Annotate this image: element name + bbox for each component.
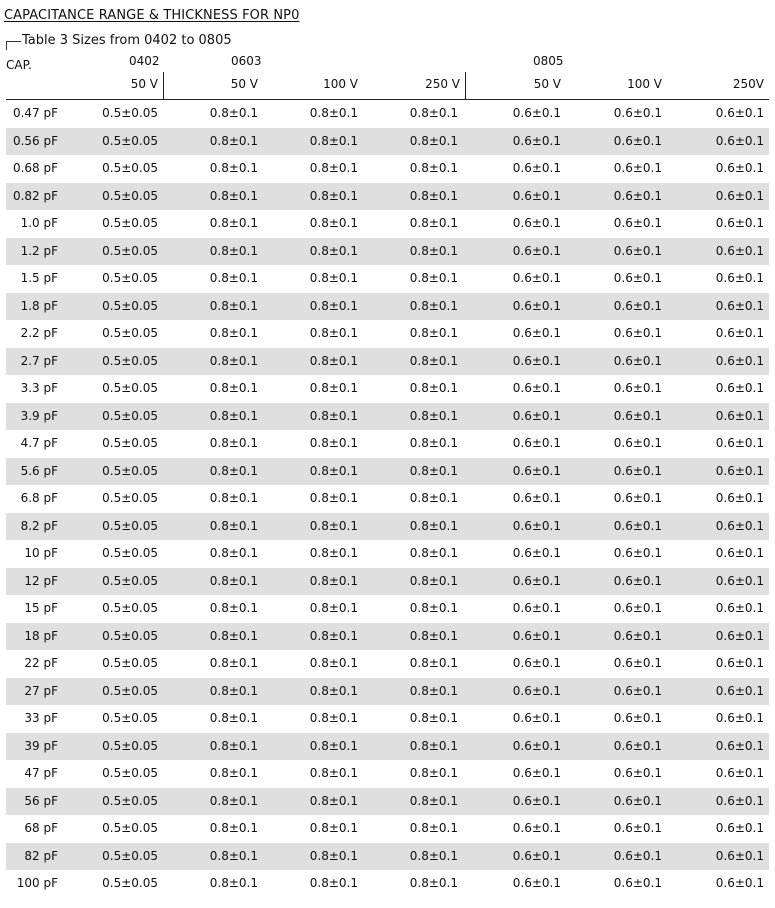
cap-value: 15 pF [24,601,58,615]
thickness-value: 0.6±0.1 [613,188,662,203]
thickness-value: 0.6±0.1 [613,876,662,890]
thickness-value: 0.8±0.1 [209,243,258,258]
thickness-value: 0.8±0.1 [409,243,458,258]
thickness-value: 0.8±0.1 [409,133,458,148]
voltage-header: 50 V [230,77,258,91]
cap-value: 27 pF [24,683,58,698]
thickness-value: 0.5±0.05 [102,408,158,423]
thickness-value: 0.5±0.05 [102,463,158,478]
thickness-value: 0.8±0.1 [209,518,258,533]
thickness-value: 0.6±0.1 [715,298,764,313]
cap-value: 1.0 pF [20,216,58,230]
thickness-value: 0.8±0.1 [209,683,258,698]
thickness-value: 0.6±0.1 [613,766,662,780]
thickness-value: 0.6±0.1 [512,793,561,808]
thickness-value: 0.5±0.05 [102,436,158,450]
cap-value: 1.8 pF [20,298,58,313]
thickness-value: 0.8±0.1 [409,188,458,203]
cap-value: 10 pF [24,546,58,560]
thickness-value: 0.8±0.1 [309,766,358,780]
table-row [6,485,769,513]
thickness-value: 0.5±0.05 [102,326,158,340]
thickness-value: 0.5±0.05 [102,188,158,203]
table-row [6,155,769,183]
thickness-value: 0.8±0.1 [209,876,258,890]
thickness-value: 0.8±0.1 [409,656,458,670]
thickness-value: 0.5±0.05 [102,518,158,533]
voltage-header: 250 V [425,77,460,91]
thickness-value: 0.8±0.1 [409,298,458,313]
thickness-value: 0.8±0.1 [409,408,458,423]
table-row [6,348,769,376]
thickness-value: 0.6±0.1 [613,628,662,643]
thickness-value: 0.5±0.05 [102,133,158,148]
thickness-value: 0.6±0.1 [715,601,764,615]
thickness-value: 0.6±0.1 [512,656,561,670]
thickness-value: 0.8±0.1 [309,821,358,835]
thickness-value: 0.8±0.1 [209,271,258,285]
thickness-value: 0.8±0.1 [209,848,258,863]
thickness-value: 0.6±0.1 [512,408,561,423]
thickness-value: 0.8±0.1 [409,573,458,588]
thickness-value: 0.6±0.1 [512,848,561,863]
thickness-value: 0.8±0.1 [309,161,358,175]
thickness-value: 0.6±0.1 [512,243,561,258]
thickness-value: 0.6±0.1 [512,326,561,340]
thickness-value: 0.6±0.1 [613,683,662,698]
thickness-value: 0.5±0.05 [102,738,158,753]
table-row [6,760,769,788]
table-row [6,870,769,898]
thickness-value: 0.6±0.1 [613,518,662,533]
cap-value: 18 pF [24,628,58,643]
thickness-value: 0.8±0.1 [209,766,258,780]
thickness-value: 0.6±0.1 [613,298,662,313]
voltage-header: 100 V [627,77,662,91]
cap-value: 33 pF [24,711,58,725]
thickness-value: 0.5±0.05 [102,298,158,313]
thickness-value: 0.6±0.1 [512,381,561,395]
table-row [6,403,769,431]
thickness-value: 0.6±0.1 [613,848,662,863]
thickness-value: 0.8±0.1 [209,628,258,643]
thickness-value: 0.6±0.1 [715,546,764,560]
table-row [6,815,769,843]
thickness-value: 0.6±0.1 [512,876,561,890]
voltage-header: 50 V [533,77,561,91]
thickness-value: 0.6±0.1 [715,243,764,258]
cap-value: 12 pF [24,573,58,588]
voltage-header: 250V [732,77,764,91]
thickness-value: 0.6±0.1 [512,738,561,753]
size-header-0805: 0805 [533,54,564,68]
thickness-value: 0.5±0.05 [102,601,158,615]
thickness-value: 0.6±0.1 [512,491,561,505]
thickness-value: 0.8±0.1 [409,216,458,230]
thickness-value: 0.5±0.05 [102,876,158,890]
thickness-value: 0.8±0.1 [409,353,458,368]
thickness-value: 0.8±0.1 [209,711,258,725]
thickness-value: 0.8±0.1 [209,326,258,340]
thickness-value: 0.6±0.1 [512,298,561,313]
thickness-value: 0.8±0.1 [209,216,258,230]
thickness-value: 0.6±0.1 [512,463,561,478]
cap-column-header: CAP. [6,58,32,72]
thickness-value: 0.5±0.05 [102,656,158,670]
thickness-value: 0.6±0.1 [613,216,662,230]
thickness-value: 0.5±0.05 [102,216,158,230]
thickness-value: 0.6±0.1 [715,326,764,340]
cap-value: 0.68 pF [12,161,58,175]
thickness-value: 0.8±0.1 [209,133,258,148]
thickness-value: 0.8±0.1 [309,876,358,890]
table-row [6,540,769,568]
size-header-0603: 0603 [231,54,262,68]
table-row [6,210,769,238]
thickness-value: 0.6±0.1 [715,381,764,395]
thickness-value: 0.6±0.1 [715,408,764,423]
thickness-value: 0.8±0.1 [309,408,358,423]
thickness-value: 0.8±0.1 [309,271,358,285]
thickness-value: 0.6±0.1 [613,436,662,450]
thickness-value: 0.8±0.1 [309,216,358,230]
thickness-value: 0.6±0.1 [613,601,662,615]
thickness-value: 0.6±0.1 [715,876,764,890]
thickness-value: 0.6±0.1 [512,353,561,368]
thickness-value: 0.8±0.1 [409,683,458,698]
thickness-value: 0.6±0.1 [715,271,764,285]
thickness-value: 0.8±0.1 [309,573,358,588]
thickness-value: 0.6±0.1 [613,271,662,285]
thickness-value: 0.6±0.1 [715,463,764,478]
thickness-value: 0.8±0.1 [409,463,458,478]
thickness-value: 0.6±0.1 [512,711,561,725]
thickness-value: 0.8±0.1 [409,793,458,808]
thickness-value: 0.6±0.1 [613,463,662,478]
table-row [6,375,769,403]
thickness-value: 0.8±0.1 [309,353,358,368]
thickness-value: 0.8±0.1 [209,408,258,423]
table-row [6,320,769,348]
thickness-value: 0.6±0.1 [613,821,662,835]
table-row [6,100,769,128]
thickness-value: 0.6±0.1 [715,766,764,780]
thickness-value: 0.6±0.1 [715,216,764,230]
thickness-value: 0.5±0.05 [102,271,158,285]
thickness-value: 0.6±0.1 [715,133,764,148]
thickness-value: 0.8±0.1 [309,848,358,863]
table-row [6,183,769,211]
cap-value: 68 pF [24,821,58,835]
table-row [6,568,769,596]
thickness-value: 0.8±0.1 [409,628,458,643]
thickness-value: 0.8±0.1 [309,711,358,725]
table-row [6,788,769,816]
cap-value: 56 pF [24,793,58,808]
thickness-value: 0.6±0.1 [715,161,764,175]
thickness-value: 0.6±0.1 [512,546,561,560]
voltage-header: 50 V [130,77,158,91]
thickness-value: 0.6±0.1 [512,683,561,698]
table-row [6,843,769,871]
thickness-value: 0.8±0.1 [209,546,258,560]
cap-value: 0.56 pF [12,133,58,148]
table-row [6,705,769,733]
thickness-value: 0.8±0.1 [209,463,258,478]
thickness-value: 0.8±0.1 [209,188,258,203]
thickness-value: 0.5±0.05 [102,106,158,120]
table-row [6,238,769,266]
cap-value: 2.2 pF [20,326,58,340]
thickness-value: 0.8±0.1 [209,106,258,120]
thickness-value: 0.5±0.05 [102,683,158,698]
thickness-value: 0.6±0.1 [512,436,561,450]
thickness-value: 0.8±0.1 [409,711,458,725]
thickness-value: 0.6±0.1 [613,573,662,588]
thickness-value: 0.5±0.05 [102,848,158,863]
thickness-value: 0.8±0.1 [209,298,258,313]
thickness-value: 0.8±0.1 [209,161,258,175]
thickness-value: 0.8±0.1 [409,381,458,395]
thickness-value: 0.6±0.1 [715,491,764,505]
thickness-value: 0.6±0.1 [512,271,561,285]
cap-value: 1.5 pF [20,271,58,285]
thickness-value: 0.8±0.1 [409,106,458,120]
thickness-value: 0.8±0.1 [409,821,458,835]
thickness-value: 0.8±0.1 [409,876,458,890]
thickness-value: 0.6±0.1 [512,601,561,615]
thickness-value: 0.6±0.1 [613,408,662,423]
table-body [6,100,769,898]
thickness-value: 0.6±0.1 [613,711,662,725]
thickness-value: 0.6±0.1 [715,106,764,120]
table-row [6,265,769,293]
size-header-0402: 0402 [129,54,160,68]
cap-value: 22 pF [24,656,58,670]
thickness-value: 0.6±0.1 [512,821,561,835]
thickness-value: 0.8±0.1 [309,133,358,148]
thickness-value: 0.6±0.1 [715,711,764,725]
cap-value: 4.7 pF [20,436,58,450]
thickness-value: 0.6±0.1 [715,628,764,643]
thickness-value: 0.8±0.1 [209,821,258,835]
thickness-value: 0.6±0.1 [715,353,764,368]
thickness-value: 0.6±0.1 [715,738,764,753]
thickness-value: 0.8±0.1 [309,628,358,643]
table-row [6,293,769,321]
thickness-value: 0.8±0.1 [309,243,358,258]
thickness-value: 0.6±0.1 [613,491,662,505]
thickness-value: 0.6±0.1 [613,133,662,148]
thickness-value: 0.8±0.1 [309,491,358,505]
thickness-value: 0.8±0.1 [309,106,358,120]
thickness-value: 0.8±0.1 [409,161,458,175]
thickness-value: 0.8±0.1 [309,793,358,808]
table-row [6,623,769,651]
thickness-value: 0.6±0.1 [512,518,561,533]
table-caption: Table 3 Sizes from 0402 to 0805 [22,33,232,48]
thickness-value: 0.6±0.1 [512,106,561,120]
thickness-value: 0.8±0.1 [409,518,458,533]
thickness-value: 0.8±0.1 [209,793,258,808]
cap-value: 0.82 pF [12,188,58,203]
table-row [6,650,769,678]
cap-value: 0.47 pF [12,106,58,120]
thickness-value: 0.8±0.1 [409,766,458,780]
cap-value: 5.6 pF [20,463,58,478]
thickness-value: 0.6±0.1 [512,161,561,175]
thickness-value: 0.6±0.1 [715,573,764,588]
thickness-value: 0.6±0.1 [715,188,764,203]
thickness-value: 0.8±0.1 [409,326,458,340]
thickness-value: 0.8±0.1 [209,656,258,670]
cap-value: 47 pF [24,766,58,780]
table-row [6,678,769,706]
thickness-value: 0.8±0.1 [209,491,258,505]
thickness-value: 0.6±0.1 [512,766,561,780]
thickness-value: 0.8±0.1 [309,738,358,753]
thickness-value: 0.8±0.1 [409,546,458,560]
thickness-value: 0.6±0.1 [512,573,561,588]
thickness-value: 0.6±0.1 [715,683,764,698]
thickness-value: 0.8±0.1 [409,491,458,505]
thickness-value: 0.8±0.1 [409,848,458,863]
thickness-value: 0.8±0.1 [309,298,358,313]
thickness-value: 0.8±0.1 [209,601,258,615]
cap-value: 6.8 pF [20,491,58,505]
thickness-value: 0.6±0.1 [715,518,764,533]
thickness-value: 0.6±0.1 [613,243,662,258]
thickness-value: 0.8±0.1 [409,601,458,615]
thickness-value: 0.5±0.05 [102,353,158,368]
thickness-value: 0.6±0.1 [715,848,764,863]
thickness-value: 0.5±0.05 [102,711,158,725]
thickness-value: 0.8±0.1 [309,463,358,478]
thickness-value: 0.6±0.1 [715,436,764,450]
thickness-value: 0.5±0.05 [102,491,158,505]
thickness-value: 0.8±0.1 [209,381,258,395]
thickness-value: 0.6±0.1 [715,656,764,670]
thickness-value: 0.6±0.1 [512,216,561,230]
thickness-value: 0.8±0.1 [409,738,458,753]
thickness-value: 0.6±0.1 [613,106,662,120]
thickness-value: 0.6±0.1 [613,353,662,368]
caption-bracket [6,41,21,50]
thickness-value: 0.8±0.1 [309,601,358,615]
thickness-value: 0.8±0.1 [309,656,358,670]
thickness-value: 0.8±0.1 [409,436,458,450]
thickness-value: 0.8±0.1 [309,436,358,450]
thickness-value: 0.8±0.1 [309,381,358,395]
cap-value: 2.7 pF [20,353,58,368]
thickness-value: 0.6±0.1 [613,793,662,808]
thickness-value: 0.8±0.1 [309,518,358,533]
thickness-value: 0.5±0.05 [102,766,158,780]
thickness-value: 0.6±0.1 [613,656,662,670]
thickness-value: 0.5±0.05 [102,793,158,808]
thickness-value: 0.5±0.05 [102,821,158,835]
cap-value: 39 pF [24,738,58,753]
thickness-value: 0.8±0.1 [309,326,358,340]
thickness-value: 0.6±0.1 [715,793,764,808]
thickness-value: 0.8±0.1 [309,188,358,203]
thickness-value: 0.5±0.05 [102,546,158,560]
thickness-value: 0.6±0.1 [512,133,561,148]
table-row [6,733,769,761]
cap-value: 8.2 pF [20,518,58,533]
cap-value: 82 pF [24,848,58,863]
thickness-value: 0.6±0.1 [512,188,561,203]
table-row [6,128,769,156]
cap-value: 3.9 pF [20,408,58,423]
thickness-value: 0.8±0.1 [309,546,358,560]
thickness-value: 0.8±0.1 [209,573,258,588]
thickness-value: 0.8±0.1 [309,683,358,698]
thickness-value: 0.6±0.1 [613,546,662,560]
thickness-value: 0.5±0.05 [102,573,158,588]
thickness-value: 0.8±0.1 [209,353,258,368]
table-row [6,458,769,486]
thickness-value: 0.5±0.05 [102,243,158,258]
thickness-value: 0.6±0.1 [512,628,561,643]
thickness-value: 0.6±0.1 [613,326,662,340]
voltage-header: 100 V [323,77,358,91]
thickness-value: 0.5±0.05 [102,161,158,175]
cap-value: 100 pF [16,876,58,890]
table-row [6,513,769,541]
thickness-value: 0.6±0.1 [613,738,662,753]
thickness-value: 0.8±0.1 [209,436,258,450]
thickness-value: 0.6±0.1 [613,161,662,175]
table-row [6,430,769,458]
cap-value: 3.3 pF [20,381,58,395]
thickness-value: 0.6±0.1 [715,821,764,835]
thickness-value: 0.5±0.05 [102,628,158,643]
cap-value: 1.2 pF [20,243,58,258]
thickness-value: 0.8±0.1 [209,738,258,753]
thickness-value: 0.5±0.05 [102,381,158,395]
table-row [6,595,769,623]
thickness-value: 0.6±0.1 [613,381,662,395]
document-title: CAPACITANCE RANGE & THICKNESS FOR NP0 [4,8,300,23]
thickness-value: 0.8±0.1 [409,271,458,285]
